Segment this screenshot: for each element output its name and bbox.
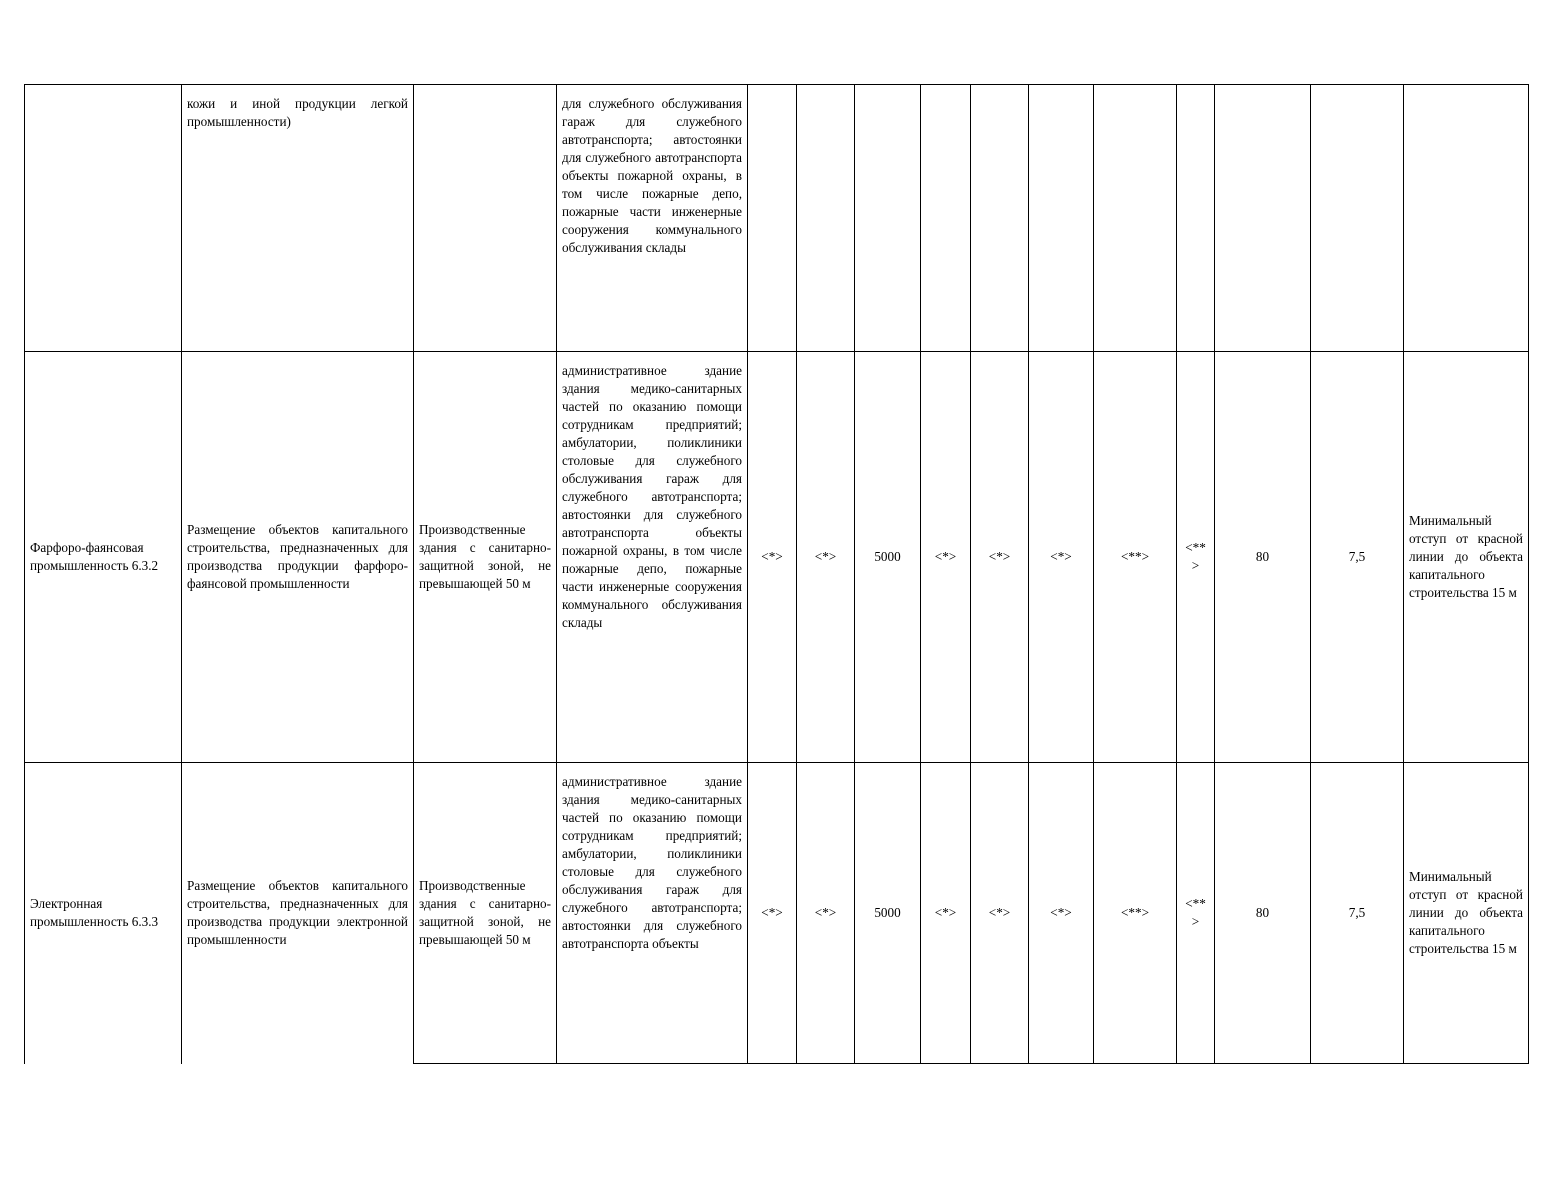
cell-notes: Минимальный отступ от красной линии до объекта капитального строительства 15 м [1404,763,1529,1064]
cell-param-10 [1311,85,1404,352]
table-row [25,85,1529,352]
cell-param-2 [797,85,855,352]
cell-use-name: Фарфоро-фаянсовая промышленность 6.3.2 [25,352,182,763]
cell-param-5: <*> [971,352,1029,763]
cell-param-8: <**> [1177,352,1215,763]
cell-auxiliary-use: для служебного обслуживания гараж для служебного автотранспорта; автостоянки для служебного автотранспорта объекты пожарной охраны, в том числе пожарные депо, пожарные части инженерные сооружения коммунального обслуживания склады [557,85,748,352]
cell-param-3: 5000 [855,352,921,763]
cell-param-9 [1215,85,1311,352]
cell-param-8: <**> [1177,763,1215,1064]
cell-param-5 [971,85,1029,352]
cell-param-1: <*> [748,352,797,763]
cell-param-3: 5000 [855,763,921,1064]
cell-main-use: Производственные здания с санитарно-защитной зоной, не превышающей 50 м [414,763,557,1064]
cell-main-use [414,85,557,352]
cell-param-4 [921,85,971,352]
cell-param-7: <**> [1094,352,1177,763]
cell-auxiliary-use: административное здание здания медико-санитарных частей по оказанию помощи сотрудникам предприятий; амбулатории, поликлиники столовые для служебного обслуживания гараж для служебного автотранспорта; автостоянки для служебного автотранспорта объекты пожарной охраны, в том числе пожарные депо, пожарные части инженерные сооружения коммунального обслуживания склады [557,352,748,763]
document-page [24,84,1528,1064]
cell-main-use: Производственные здания с санитарно-защитной зоной, не превышающей 50 м [414,352,557,763]
cell-use-description: Размещение объектов капитального строительства, предназначенных для производства продукции фарфоро-фаянсовой промышленности [182,352,414,763]
cell-param-2: <*> [797,352,855,763]
zoning-regulations-table [24,84,1529,1064]
cell-param-7: <**> [1094,763,1177,1064]
cell-param-2: <*> [797,763,855,1064]
cell-param-6 [1029,85,1094,352]
cell-param-6: <*> [1029,763,1094,1064]
table-row [25,352,1529,763]
cell-param-7 [1094,85,1177,352]
cell-param-9: 80 [1215,763,1311,1064]
cell-param-10: 7,5 [1311,763,1404,1064]
cell-use-name: Электронная промышленность 6.3.3 [25,763,182,1064]
cell-notes: Минимальный отступ от красной линии до объекта капитального строительства 15 м [1404,352,1529,763]
cell-param-3 [855,85,921,352]
cell-param-10: 7,5 [1311,352,1404,763]
cell-param-4: <*> [921,763,971,1064]
cell-param-5: <*> [971,763,1029,1064]
cell-use-name [25,85,182,352]
table-row [25,763,1529,1064]
cell-param-8 [1177,85,1215,352]
cell-notes [1404,85,1529,352]
cell-param-1 [748,85,797,352]
cell-param-9: 80 [1215,352,1311,763]
cell-param-1: <*> [748,763,797,1064]
cell-use-description: Размещение объектов капитального строительства, предназначенных для производства продукции электронной промышленности [182,763,414,1064]
cell-auxiliary-use: административное здание здания медико-санитарных частей по оказанию помощи сотрудникам предприятий; амбулатории, поликлиники столовые для служебного обслуживания гараж для служебного автотранспорта; автостоянки для служебного автотранспорта объекты [557,763,748,1064]
cell-param-4: <*> [921,352,971,763]
cell-param-6: <*> [1029,352,1094,763]
cell-use-description: кожи и иной продукции легкой промышленности) [182,85,414,352]
